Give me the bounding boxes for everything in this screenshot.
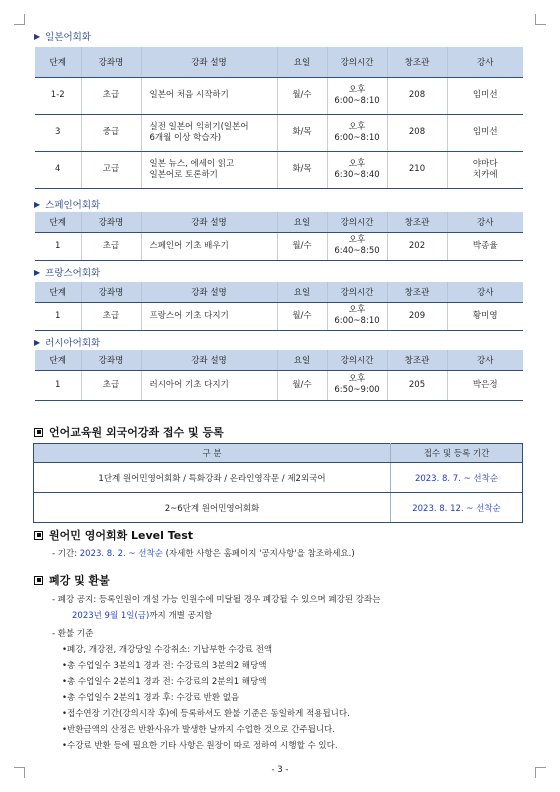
column-header: 강의시간 [327,47,387,77]
japanese-course-table [35,47,523,189]
level-cell-text: 1-2 [50,90,65,101]
teacher-cell-text: 황미영 [472,310,498,321]
table-row [35,302,523,330]
description-cell [141,370,277,400]
russian-course-table [35,350,523,401]
description-cell-text: 러시아어 기초 다지기 [149,379,229,390]
description-cell-text: 프랑스어 기초 다지기 [149,310,229,321]
room-cell [387,370,447,400]
refund-criteria-item: •총 수업일수 2분의1 경과 전: 수강료의 2분의1 해당액 [62,677,267,687]
registration-header-row [34,444,523,463]
registration-title: 언어교육원 외국어강좌 접수 및 등록 [49,426,224,439]
time-cell-text: 6:00~8:10 [334,132,380,143]
course-name-cell [81,77,141,114]
table-row [35,77,523,114]
day-cell-text: 화/목 [292,127,312,138]
refund-criteria-item: •수강료 반환 등에 필요한 기타 사항은 원장이 따로 정하여 시행할 수 있다. [62,741,338,751]
level-cell [35,232,81,260]
level-test-heading [34,527,193,543]
column-header: 강의시간 [327,212,387,232]
time-cell-text: 6:00~8:10 [334,316,380,326]
room-cell [387,151,447,188]
time-cell [327,77,387,114]
course-name-cell-text: 중급 [102,127,120,138]
column-header: 요일 [277,350,327,370]
refund-criteria-heading: - 환불 기준 [52,629,94,639]
day-cell [277,302,327,330]
period-prefix: - 기간: [52,549,80,559]
teacher-cell [447,232,523,260]
time-cell-text: 오후 [348,235,366,246]
time-cell-text: 6:40~8:50 [334,246,380,256]
french-section-heading [34,265,100,279]
time-cell-text: 6:50~9:00 [334,385,380,395]
table-row [35,114,523,151]
registration-heading [34,424,224,440]
period-note: (자세한 사항은 홈페이지 '공지사항'을 참조하세요.) [162,549,355,559]
period-cell: 2023. 8. 12. ~ 선착순 [391,493,523,523]
teacher-cell [447,114,523,151]
column-header: 요일 [277,212,327,232]
description-cell-text: 일본어로 토론하기 [149,169,218,180]
description-cell-text: 스페인어 기초 배우기 [149,240,229,251]
level-test-title: 원어민 영어회화 Level Test [49,529,194,542]
column-header: 단계 [35,212,81,232]
teacher-cell [447,77,523,114]
column-header: 창조관 [387,282,447,302]
teacher-cell-text: 임미선 [472,90,498,101]
column-header: 강의시간 [327,350,387,370]
description-cell-text: 실전 일본어 익히기(일본어 [149,121,249,132]
refund-criteria-item: •반환금액의 산정은 반환사유가 발생한 날까지 수업한 것으로 간주됩니다. [62,725,335,735]
column-header: 강좌명 [81,47,141,77]
course-name-cell-text: 고급 [102,164,120,175]
column-header: 창조관 [387,212,447,232]
level-cell [35,114,81,151]
room-cell [387,77,447,114]
day-cell [277,77,327,114]
level-cell [35,370,81,400]
closure-refund-heading [34,572,110,588]
column-header: 요일 [277,47,327,77]
day-cell-text: 월/수 [292,310,312,321]
japanese-section-heading [34,29,91,43]
spanish-section-heading [34,197,100,211]
closure-notice-date-line [72,609,212,621]
table-row [34,493,523,523]
time-cell-text: 오후 [348,374,366,385]
column-header: 강사 [447,350,523,370]
level-cell-text: 3 [55,127,61,138]
description-cell-text: 6개월 이상 학습자) [149,132,222,143]
teacher-cell [447,151,523,188]
level-cell [35,77,81,114]
course-name-cell-text: 초급 [102,90,120,101]
day-cell-text: 월/수 [292,240,312,251]
description-cell [141,232,277,260]
triangle-bullet-icon: ▶ [34,31,41,41]
time-cell-text: 오후 [348,305,366,316]
day-cell [277,232,327,260]
level-test-period-line [52,547,355,559]
column-header: 강사 [447,47,523,77]
description-cell [141,77,277,114]
description-cell [141,114,277,151]
closure-notice-line: - 폐강 공지: 등록인원이 개설 가능 인원수에 미달될 경우 폐강될 수 있으며 폐강된 강좌는 [52,595,381,605]
table-row [35,232,523,260]
column-header: 강좌 설명 [141,212,277,232]
table-row [35,151,523,188]
description-cell [141,302,277,330]
level-cell [35,151,81,188]
refund-criteria-item: •접수연장 기간(강의시작 후)에 등록하셔도 환불 기준은 동일하게 적용됩니다. [62,709,350,719]
room-cell [387,114,447,151]
period-cell: 2023. 8. 7. ~ 선착순 [391,463,523,493]
teacher-cell-text: 박종율 [472,240,498,251]
time-cell [327,232,387,260]
triangle-bullet-icon: ▶ [34,267,41,277]
column-header: 강좌명 [81,212,141,232]
day-cell-text: 월/수 [292,90,312,101]
description-cell-text: 일본 뉴스, 에세이 읽고 [149,158,235,169]
triangle-bullet-icon: ▶ [34,199,41,209]
square-bullet-icon [34,428,43,437]
russian-section-title: 러시아어회화 [45,338,101,349]
table-header-row [35,350,523,370]
refund-criteria-item: •폐강, 개강전, 개강당일 수강취소: 기납부한 수강료 전액 [62,645,273,655]
room-cell-text: 210 [408,164,426,175]
corner-mark-top-left [14,14,25,25]
course-name-cell [81,232,141,260]
teacher-cell-text: 치카에 [472,169,498,180]
level-cell-text: 1 [55,240,61,251]
column-header: 강좌 설명 [141,282,277,302]
day-cell [277,370,327,400]
time-cell-text: 오후 [348,84,366,95]
level-cell-text: 1 [55,379,61,390]
spanish-course-table [35,212,523,261]
refund-criteria-item: •총 수업일수 3분의1 경과 전: 수강료의 3분의2 해당액 [62,661,267,671]
time-cell [327,114,387,151]
closure-notice-date: 2023년 9월 1일(금) [72,611,150,621]
course-name-cell-text: 초급 [102,379,120,390]
column-header: 단계 [35,282,81,302]
course-name-cell [81,302,141,330]
table-header-row [35,212,523,232]
division-cell: 1단계 원어민영어회화 / 특화강좌 / 온라인영작문 / 제2외국어 [34,463,391,493]
day-cell [277,151,327,188]
level-test-date: 2023. 8. 2. ~ 선착순 [79,549,163,559]
time-cell-text: 오후 [348,121,366,132]
room-cell-text: 205 [408,379,426,390]
time-cell [327,370,387,400]
table-row [34,463,523,493]
day-cell-text: 월/수 [292,379,312,390]
division-column-header: 구 분 [34,444,391,463]
corner-mark-top-right [535,14,546,25]
room-cell-text: 202 [408,240,426,251]
period-column-header: 접수 및 등록 기간 [391,444,523,463]
level-cell-text: 1 [55,310,61,321]
level-cell [35,302,81,330]
room-cell-text: 209 [408,310,426,321]
column-header: 강의시간 [327,282,387,302]
column-header: 요일 [277,282,327,302]
french-section-title: 프랑스어회화 [45,268,101,279]
day-cell [277,114,327,151]
column-header: 강좌 설명 [141,47,277,77]
japanese-section-title: 일본어회화 [45,32,92,43]
french-course-table [35,282,523,331]
column-header: 강사 [447,282,523,302]
teacher-cell [447,302,523,330]
division-cell: 2~6단계 원어민영어회화 [34,493,391,523]
square-bullet-icon [34,531,43,540]
time-cell-text: 6:00~8:10 [334,95,380,106]
room-cell [387,232,447,260]
column-header: 강좌 설명 [141,350,277,370]
table-header-row [35,47,523,77]
time-cell-text: 6:30~8:40 [334,169,380,180]
room-cell-text: 208 [408,127,426,138]
course-name-cell [81,151,141,188]
day-cell-text: 화/목 [292,164,312,175]
closure-notice-rest: 까지 개별 공지함 [149,611,213,621]
russian-section-heading [34,335,100,349]
time-cell-text: 오후 [348,158,366,169]
spanish-section-title: 스페인어회화 [45,200,101,211]
teacher-cell [447,370,523,400]
time-cell [327,151,387,188]
column-header: 창조관 [387,47,447,77]
teacher-cell-text: 임미선 [472,127,498,138]
column-header: 강좌명 [81,350,141,370]
description-cell [141,151,277,188]
teacher-cell-text: 야마다 [472,158,498,169]
time-cell [327,302,387,330]
level-cell-text: 4 [55,164,61,175]
closure-refund-title: 폐강 및 환불 [49,574,110,587]
triangle-bullet-icon: ▶ [34,337,41,347]
course-name-cell-text: 초급 [102,240,120,251]
column-header: 단계 [35,47,81,77]
course-name-cell [81,370,141,400]
room-cell-text: 208 [408,90,426,101]
room-cell [387,302,447,330]
table-header-row [35,282,523,302]
table-row [35,370,523,400]
refund-criteria-item: •총 수업일수 2분의1 경과 후: 수강료 반환 없음 [62,693,240,703]
course-name-cell [81,114,141,151]
square-bullet-icon [34,576,43,585]
registration-table [33,443,523,523]
column-header: 강좌명 [81,282,141,302]
page-number: - 3 - [271,765,289,775]
column-header: 강사 [447,212,523,232]
description-cell-text: 일본어 처음 시작하기 [149,90,229,101]
teacher-cell-text: 박은정 [472,379,498,390]
course-name-cell-text: 초급 [102,310,120,321]
column-header: 창조관 [387,350,447,370]
column-header: 단계 [35,350,81,370]
